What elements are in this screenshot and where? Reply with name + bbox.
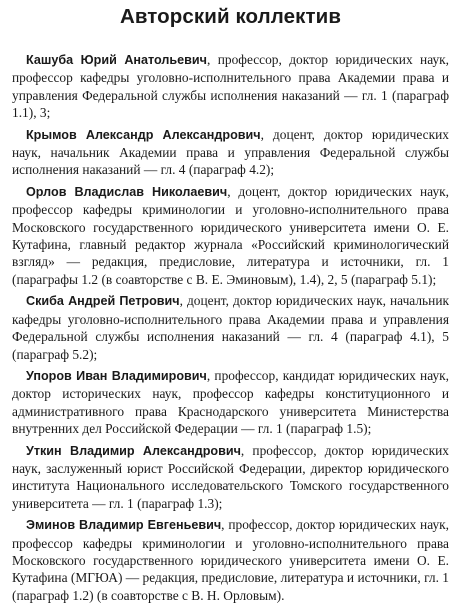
- author-list: [12, 51, 449, 604]
- author-entry: [12, 292, 449, 363]
- document-page: [12, 0, 449, 608]
- author-name: Крымов Александр Александрович: [26, 127, 261, 142]
- page-title: Авторский коллектив: [119, 5, 342, 28]
- author-name: Орлов Владислав Николаевич: [26, 184, 228, 199]
- author-name: Кашуба Юрий Анатольевич: [26, 53, 207, 67]
- author-name: Уткин Владимир Александрович: [26, 443, 241, 458]
- author-description: , профессор, кандидат юридических наук, доктор исторических наук, профессор кафедры конституционного и административного права Краснодарского университета Министерства внутренних дел Российской Федерации — гл. 1 (параграф 1.5);: [12, 367, 450, 437]
- author-entry: [12, 51, 449, 122]
- author-name: Скиба Андрей Петрович: [26, 294, 180, 309]
- author-description: , профессор, доктор юридических наук, профессор кафедры криминологии и уголовно-исполнительного права Московского государственного юридического университета имени О. Е. Кутафина (МГЮА) — редакция, предисловие, литература и источники, гл. 1 (параграф 1.2) (в соавторстве с В. Н. Орловым).: [12, 517, 450, 603]
- author-entry: [12, 126, 449, 179]
- author-description: , доцент, доктор юридических наук, профессор кафедры криминологии и уголовно-исполнительного права Московского государственного юридического университета имени О. Е. Кутафина, главный редактор журнала «Российский криминологический взгляд» — редакция, предисловие, литература и источники, гл. 1 (параграфы 1.2 (в соавторстве с В. Е. Эминовым), 1.4), 2, 5 (параграф 5.1);: [12, 183, 449, 287]
- author-description: , профессор, доктор юридических наук, профессор кафедры уголовно-исполнительного права Академии права и управления Федеральной службы исполнения наказаний — гл. 1 (параграф 1.1), 3;: [12, 52, 450, 121]
- author-entry: [12, 516, 449, 604]
- author-description: , профессор, доктор юридических наук, заслуженный юрист Российской Федерации, директор юридического института Национального исследовательского Томского государственного университета — гл. 1 (параграф 1.3);: [12, 442, 449, 511]
- author-name: Эминов Владимир Евгеньевич: [26, 518, 222, 533]
- author-entry: [12, 367, 449, 438]
- author-name: Упоров Иван Владимирович: [26, 368, 207, 383]
- author-description: , доцент, доктор юридических наук, начальник кафедры уголовно-исполнительного права Академии права и управления Федеральной службы исполнения наказаний — гл. 4 (параграф 4.1), 5 (параграф 5.2);: [12, 293, 449, 362]
- author-entry: [12, 183, 449, 288]
- author-entry: [12, 442, 449, 513]
- author-description: , доцент, доктор юридических наук, начальник Академии права и управления Федеральной службы исполнения наказаний — гл. 4 (параграф 4.2);: [12, 126, 449, 178]
